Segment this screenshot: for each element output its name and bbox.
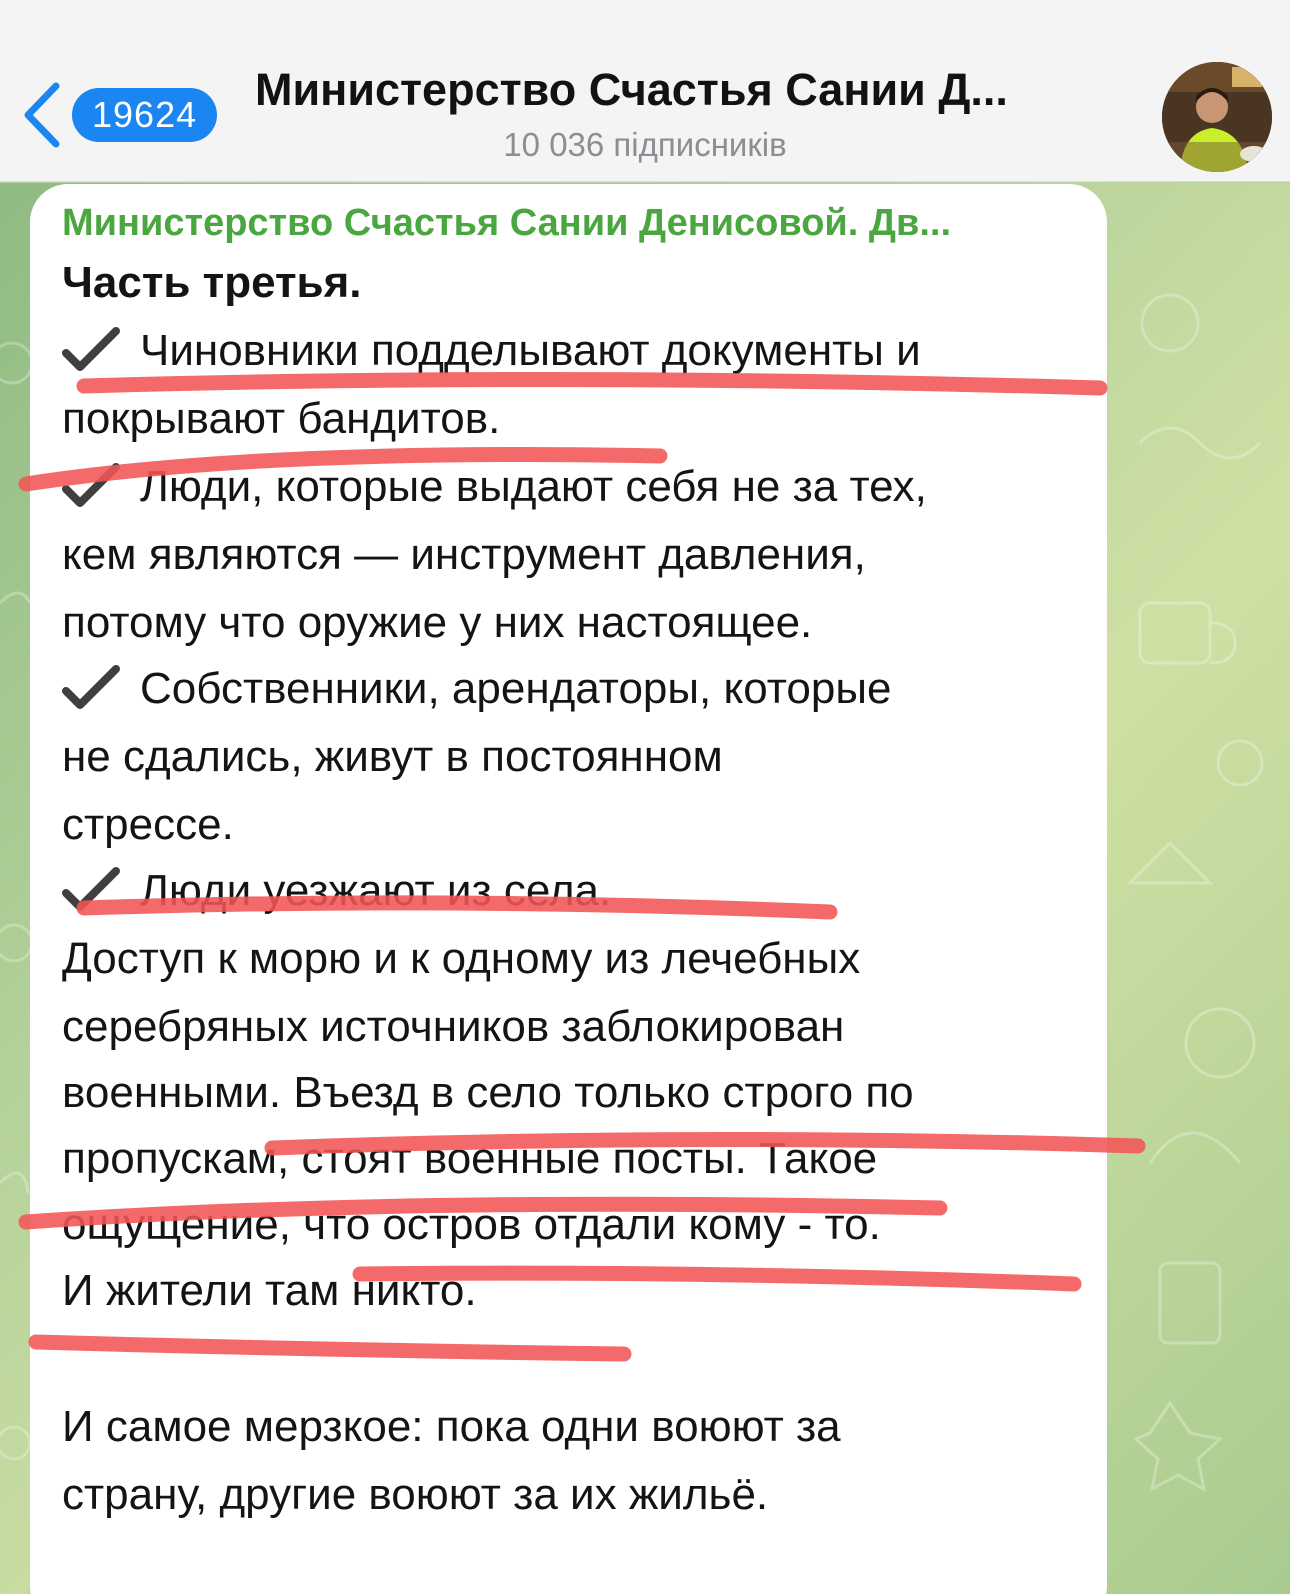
message-line: ощущение, что остров отдали кому - то. bbox=[62, 1200, 881, 1249]
message-line bbox=[62, 664, 891, 714]
message-line: кем являются — инструмент давления, bbox=[62, 530, 866, 579]
back-button[interactable] bbox=[18, 78, 228, 152]
message-text: Собственники, арендаторы, которые bbox=[140, 664, 892, 713]
message-text: Люди, которые выдают себя не за тех, bbox=[140, 462, 927, 511]
message-line: Доступ к морю и к одному из лечебных bbox=[62, 934, 861, 983]
chevron-left-icon bbox=[18, 80, 64, 150]
message-heading: Часть третья. bbox=[62, 258, 362, 307]
avatar-photo bbox=[1162, 62, 1272, 172]
message-line: серебряных источников заблокирован bbox=[62, 1002, 845, 1051]
message-line: страну, другие воюют за их жильё. bbox=[62, 1470, 769, 1519]
message-sender[interactable]: Министерство Счастья Сании Денисовой. Дв... bbox=[62, 202, 952, 244]
subscriber-count: 10 036 підписників bbox=[503, 126, 787, 163]
check-mark-icon bbox=[62, 327, 120, 371]
message-line: военными. Въезд в село только строго по bbox=[62, 1068, 914, 1117]
unread-count-badge: 19624 bbox=[72, 88, 217, 142]
chat-header bbox=[0, 0, 1290, 182]
message-line: стрессе. bbox=[62, 800, 234, 849]
message-text: Люди уезжают из села. bbox=[140, 866, 612, 915]
message-line: не сдались, живут в постоянном bbox=[62, 732, 723, 781]
channel-title[interactable]: Министерство Счастья Сании Д... bbox=[255, 64, 1008, 115]
message-text: Чиновники подделывают документы и bbox=[140, 326, 921, 375]
message-line: И жители там никто. bbox=[62, 1266, 477, 1315]
channel-avatar[interactable] bbox=[1162, 62, 1272, 172]
message-line bbox=[62, 326, 921, 376]
message-line bbox=[62, 462, 927, 512]
message-line bbox=[62, 866, 611, 916]
check-mark-icon bbox=[62, 665, 120, 709]
check-mark-icon bbox=[62, 463, 120, 507]
message-line: покрывают бандитов. bbox=[62, 394, 501, 443]
message-line: И самое мерзкое: пока одни воюют за bbox=[62, 1402, 841, 1451]
message-line: потому что оружие у них настоящее. bbox=[62, 598, 813, 647]
message-line: пропускам, стоят военные посты. Такое bbox=[62, 1134, 878, 1183]
check-mark-icon bbox=[62, 867, 120, 911]
